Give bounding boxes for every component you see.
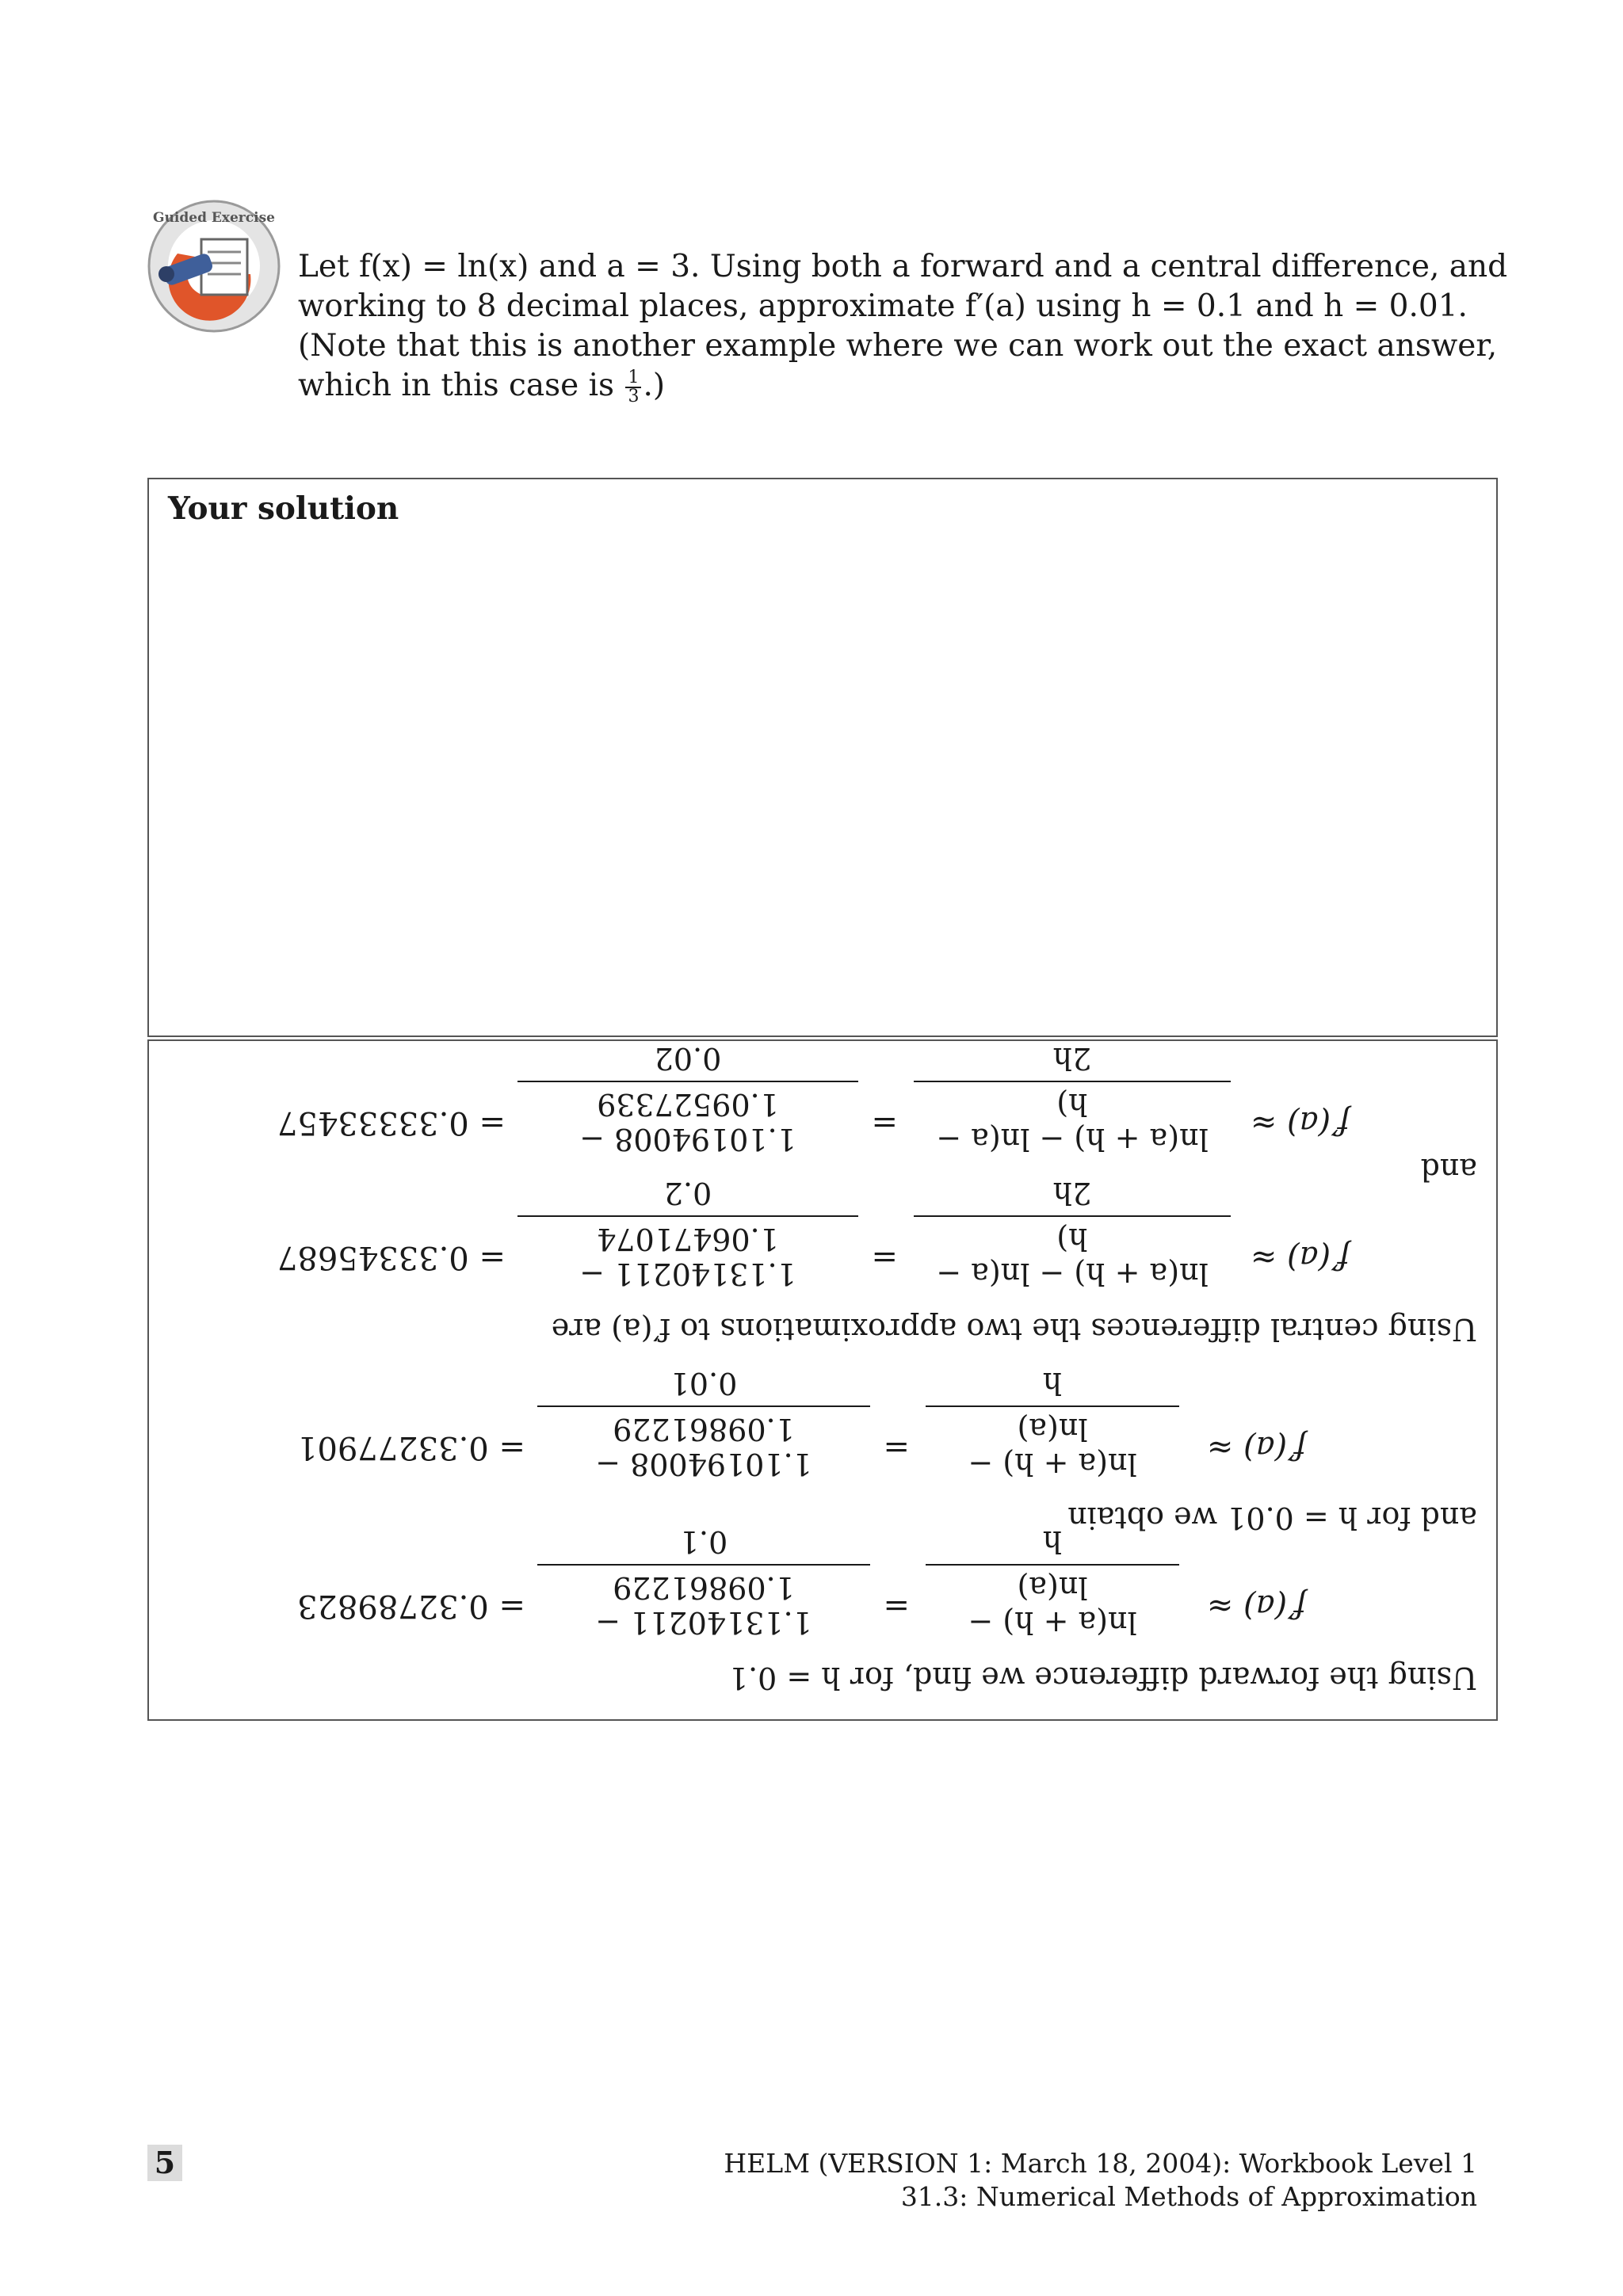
footer-line-2: 31.3: Numerical Methods of Approximation [900,2181,1477,2212]
eq-denominator-numeric: 0.02 [654,1041,722,1076]
eq-equals: = [883,1588,910,1624]
eq-fraction-general [926,1366,1179,1482]
eq-denominator-numeric: 0.1 [679,1524,728,1559]
eq-lhs: f′(a) ≈ [1206,1429,1306,1466]
exact-answer-fraction [625,369,641,406]
central-equation-h01 [149,1176,1496,1291]
eq-denominator: 2h [1052,1176,1092,1211]
eq-equals: = [871,1104,898,1141]
eq-lhs: f′(a) ≈ [1206,1588,1306,1624]
eq-fraction-numeric [537,1524,870,1640]
central-equation-h001 [149,1041,1496,1157]
eq-fraction-general [914,1176,1231,1291]
eq-numerator-numeric: 1.13140211 − 1.09861229 [537,1564,870,1640]
eq-fraction-numeric [537,1366,870,1482]
svg-text:Guided Exercise: Guided Exercise [153,210,275,226]
footer-line-1: HELM (VERSION 1: March 18, 2004): Workbook Level 1 [724,2148,1477,2179]
eq-lhs: f′(a) ≈ [1250,1239,1350,1276]
statement-line-4-text: which in this case is [298,368,615,403]
exact-answer-numerator: 1 [625,369,641,388]
eq-numerator-numeric: 1.10194008 − 1.09861229 [537,1405,870,1482]
eq-lhs: f′(a) ≈ [1250,1104,1350,1141]
answer-content-rotated [149,1041,1496,1719]
eq-result: = 0.32789823 [297,1588,525,1624]
eq-numerator-numeric: 1.10194008 − 1.09527339 [517,1081,858,1157]
exercise-statement [298,247,1508,406]
answer-forward-intro: Using the forward difference we find, for h = 0.1 [728,1661,1477,1695]
page-number: 5 [147,2145,182,2181]
statement-line-4-tail: .) [643,368,666,403]
statement-line-4 [298,366,1407,406]
guided-exercise-icon [146,198,282,334]
eq-denominator-numeric: 0.2 [663,1176,712,1211]
eq-denominator: h [1042,1366,1063,1401]
forward-equation-h001 [149,1366,1496,1482]
statement-line-3: (Note that this is another example where we can work out the exact answer, [298,328,1498,364]
answer-box [147,1039,1498,1721]
eq-denominator: h [1042,1524,1063,1559]
eq-denominator: 2h [1052,1041,1092,1076]
statement-line-1: Let f(x) = ln(x) and a = 3. Using both a forward and a central difference, and [298,249,1508,284]
eq-numerator: ln(a + h) − ln(a) [926,1405,1179,1482]
forward-equation-h01 [149,1524,1496,1640]
eq-fraction-general [926,1524,1179,1640]
eq-numerator-numeric: 1.13140211 − 1.06471074 [517,1215,858,1291]
exact-answer-denominator: 3 [628,387,640,406]
eq-fraction-numeric [517,1041,858,1157]
page-footer [724,2147,1477,2214]
answer-and: and [1420,1152,1477,1187]
eq-denominator-numeric: 0.01 [670,1366,738,1401]
eq-equals: = [871,1239,898,1276]
eq-fraction-general [914,1041,1231,1157]
eq-fraction-numeric [517,1176,858,1291]
statement-line-2: working to 8 decimal places, approximate f′(a) using h = 0.1 and h = 0.01. [298,288,1468,324]
eq-result: = 0.33345687 [277,1239,506,1276]
eq-result: = 0.33333457 [277,1104,506,1141]
answer-forward-intro-2: and for h = 0.01 we obtain [1067,1501,1477,1535]
eq-numerator: ln(a + h) − ln(a − h) [914,1081,1231,1157]
eq-result: = 0.33277901 [297,1429,525,1466]
solution-title: Your solution [168,490,399,527]
eq-equals: = [883,1429,910,1466]
eq-numerator: ln(a + h) − ln(a − h) [914,1215,1231,1291]
answer-central-intro: Using central differences the two approximations to f′(a) are [551,1312,1477,1347]
eq-numerator: ln(a + h) − ln(a) [926,1564,1179,1640]
solution-box[interactable] [147,478,1498,1037]
